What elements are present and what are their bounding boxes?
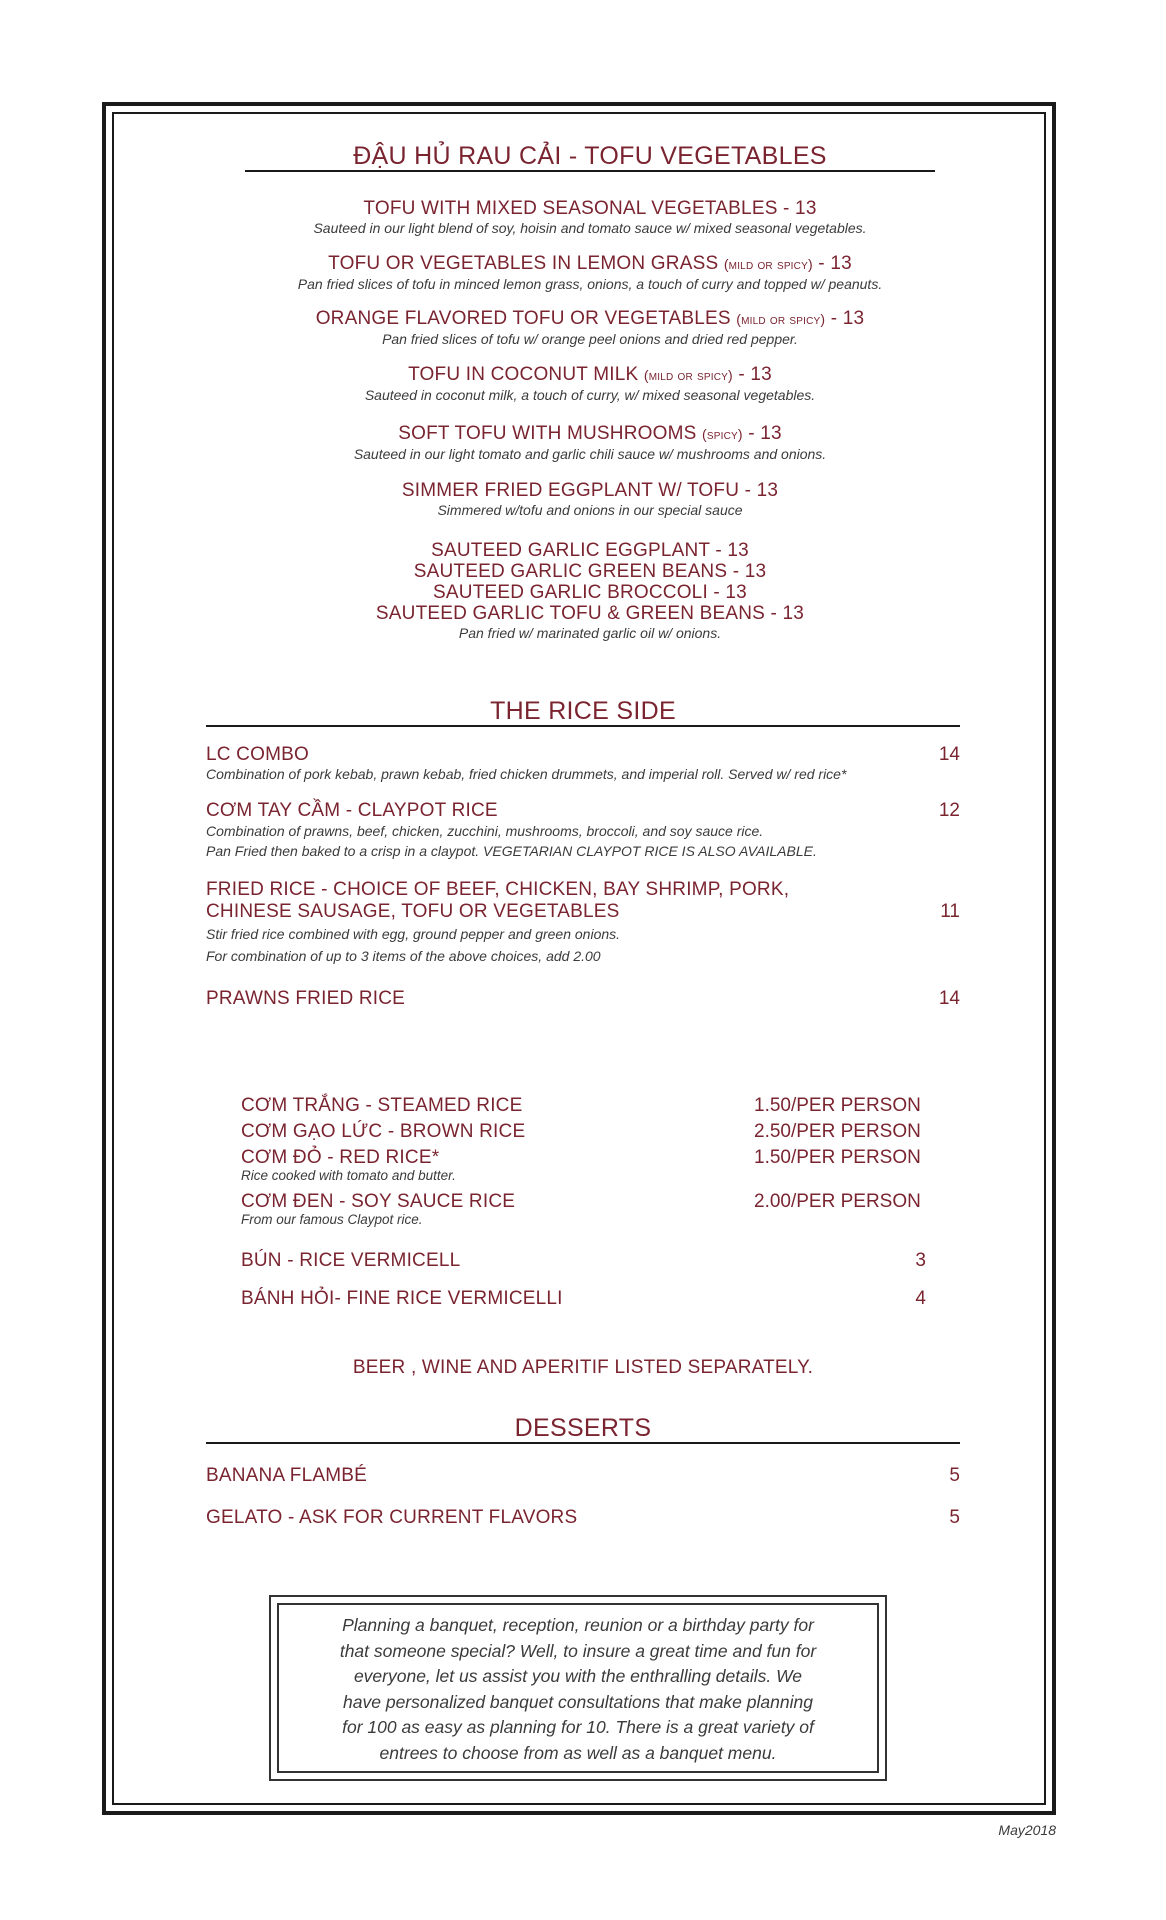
dish-name: SAUTEED GARLIC EGGPLANT - 13: [431, 540, 749, 561]
dish-description: Pan Fried then baked to a crisp in a claypot. VEGETARIAN CLAYPOT RICE IS ALSO AVAILABLE.: [206, 843, 817, 859]
dish-name: ORANGE FLAVORED TOFU OR VEGETABLES (mild or spicy) - 13: [315, 308, 865, 329]
dish-description: Combination of pork kebab, prawn kebab, fried chicken drummets, and imperial roll. Served w/ red rice*: [206, 766, 847, 782]
rice-item: [206, 879, 960, 967]
side-name: BÁNH HỎI- FINE RICE VERMICELLI: [241, 1288, 563, 1309]
desserts-section-heading: DESSERTS: [514, 1414, 652, 1442]
tofu-item: [200, 308, 980, 348]
side-description: From our famous Claypot rice.: [241, 1212, 423, 1227]
tofu-item: [200, 198, 980, 237]
tofu-heading-rule: [245, 170, 935, 172]
dish-description: Sauteed in coconut milk, a touch of curry, w/ mixed seasonal vegetables.: [364, 387, 816, 403]
rice-item: [206, 800, 960, 861]
dish-name: PRAWNS FRIED RICE: [206, 988, 406, 1009]
dish-name: TOFU IN COCONUT MILK (mild or spicy) - 13: [408, 364, 772, 385]
dish-description: Stir fried rice combined with egg, ground pepper and green onions.: [206, 926, 621, 942]
dessert-item: [206, 1465, 960, 1486]
dish-name: SIMMER FRIED EGGPLANT W/ TOFU - 13: [401, 480, 779, 501]
side-description: Rice cooked with tomato and butter.: [241, 1168, 456, 1183]
dish-price: 14: [938, 744, 960, 765]
dish-name: CHINESE SAUSAGE, TOFU OR VEGETABLES: [206, 901, 620, 922]
banquet-text: [290, 1613, 866, 1766]
tofu-item: [200, 423, 980, 463]
beverage-note: BEER , WINE AND APERITIF LISTED SEPARATELY.: [352, 1357, 814, 1378]
side-price: 2.50/PER PERSON: [754, 1121, 921, 1142]
dish-description: Simmered w/tofu and onions in our special sauce: [437, 502, 743, 518]
dish-name: LC COMBO: [206, 744, 309, 765]
dish-price: 12: [938, 800, 960, 821]
side-price: 4: [915, 1288, 926, 1309]
dessert-price: 5: [949, 1465, 960, 1486]
dish-price: 14: [938, 988, 960, 1009]
dish-name: SAUTEED GARLIC TOFU & GREEN BEANS - 13: [375, 603, 805, 624]
tofu-item: [200, 364, 980, 404]
side-item: [241, 1147, 926, 1184]
rice-heading-rule: [206, 725, 960, 727]
dessert-price: 5: [949, 1507, 960, 1528]
tofu-item: [200, 480, 980, 519]
dessert-name: GELATO - ASK FOR CURRENT FLAVORS: [206, 1507, 578, 1528]
side-item: [241, 1288, 926, 1309]
side-name: BÚN - RICE VERMICELL: [241, 1250, 461, 1271]
side-name: CƠM GẠO LỨC - BROWN RICE: [241, 1121, 526, 1142]
side-item: [241, 1250, 926, 1271]
banquet-line: Planning a banquet, reception, reunion or a birthday party for: [342, 1615, 814, 1635]
garlic-group: [200, 540, 980, 642]
dish-description: For combination of up to 3 items of the above choices, add 2.00: [206, 948, 601, 964]
side-price: 2.00/PER PERSON: [754, 1191, 921, 1212]
dish-description: Combination of prawns, beef, chicken, zucchini, mushrooms, broccoli, and soy sauce rice.: [206, 823, 764, 839]
desserts-heading-rule: [206, 1442, 960, 1444]
side-price: 1.50/PER PERSON: [754, 1147, 921, 1168]
dish-name: SOFT TOFU WITH MUSHROOMS (spicy) - 13: [398, 423, 782, 444]
side-name: CƠM ĐEN - SOY SAUCE RICE: [241, 1191, 516, 1212]
tofu-section-heading: ĐẬU HỦ RAU CẢI - TOFU VEGETABLES: [353, 142, 827, 170]
banquet-line: that someone special? Well, to insure a great time and fun for: [339, 1640, 817, 1661]
side-item: [241, 1121, 926, 1142]
dessert-name: BANANA FLAMBÉ: [206, 1465, 367, 1486]
dish-price: 11: [940, 901, 960, 922]
dish-name: CƠM TAY CẦM - CLAYPOT RICE: [206, 800, 498, 821]
dish-description: Pan fried slices of tofu in minced lemon grass, onions, a touch of curry and topped w/ peanuts.: [297, 276, 883, 292]
rice-item: [206, 988, 960, 1009]
side-price: 1.50/PER PERSON: [754, 1095, 921, 1116]
banquet-line: entrees to choose from as well as a banquet menu.: [379, 1742, 777, 1763]
dessert-item: [206, 1507, 960, 1528]
dish-description: Sauteed in our light blend of soy, hoisin and tomato sauce w/ mixed seasonal vegetables.: [313, 220, 867, 236]
side-item: [241, 1095, 926, 1116]
side-name: CƠM TRẮNG - STEAMED RICE: [241, 1095, 523, 1116]
dish-name: TOFU WITH MIXED SEASONAL VEGETABLES - 13: [363, 198, 817, 219]
banquet-line: for 100 as easy as planning for 10. There is a great variety of: [342, 1717, 814, 1737]
dish-description: Sauteed in our light tomato and garlic chili sauce w/ mushrooms and onions.: [353, 446, 827, 462]
dish-name: FRIED RICE - CHOICE OF BEEF, CHICKEN, BAY SHRIMP, PORK,: [206, 879, 790, 900]
rice-item: [206, 744, 960, 783]
dish-name: SAUTEED GARLIC BROCCOLI - 13: [433, 582, 747, 603]
tofu-item: [200, 253, 980, 293]
dish-description: Pan fried w/ marinated garlic oil w/ onions.: [458, 625, 722, 641]
dish-name: SAUTEED GARLIC GREEN BEANS - 13: [413, 561, 767, 582]
side-item: [241, 1191, 926, 1228]
rice-section-heading: THE RICE SIDE: [490, 697, 676, 725]
dish-name: TOFU OR VEGETABLES IN LEMON GRASS (mild or spicy) - 13: [328, 253, 852, 274]
side-name: CƠM ĐỎ - RED RICE*: [241, 1147, 440, 1168]
banquet-line: have personalized banquet consultations that make planning: [343, 1691, 813, 1712]
banquet-line: everyone, let us assist you with the enthralling details. We: [353, 1666, 803, 1686]
side-price: 3: [915, 1250, 926, 1271]
menu-date: May2018: [998, 1822, 1056, 1838]
dish-description: Pan fried slices of tofu w/ orange peel onions and dried red pepper.: [382, 331, 798, 347]
